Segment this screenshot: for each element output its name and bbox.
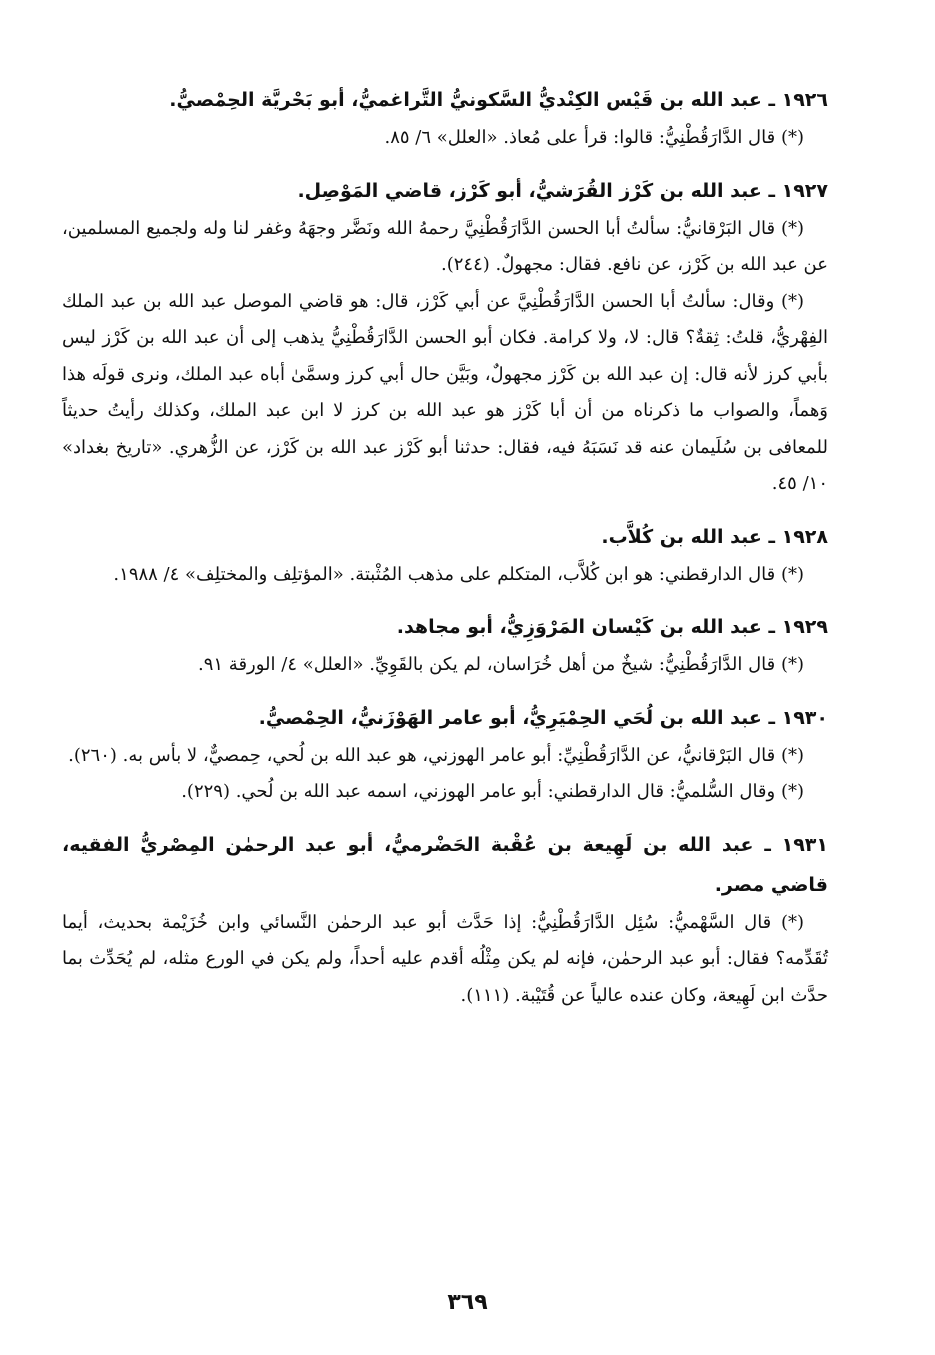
entry-paragraph: (*) وقال السُّلميُّ: قال الدارقطني: أبو عامر الهوزني، اسمه عبد الله بن لُحي. (٢٢٩). — [181, 781, 804, 802]
entry-1929 — [62, 601, 828, 684]
entry-paragraph: (*) قال الدَّارَقُطْنِيُّ: قالوا: قرأ على مُعاذ. «العلل» ٦/ ٨٥. — [384, 127, 804, 148]
document-page — [62, 74, 828, 1284]
entry-paragraph: (*) قال الدَّارَقُطْنِيُّ: شيخٌ من أهل خُرَاسان، لم يكن بالقَوِيِّ. «العلل» ٤/ الورقة ٩١. — [198, 654, 804, 675]
entry-1930 — [62, 692, 828, 811]
entry-heading: ١٩٢٩ ـ عبد الله بن كَيْسان المَرْوَزِيُّ، أبو مجاهد. — [396, 616, 828, 638]
entry-1927 — [62, 165, 828, 503]
entry-heading: ١٩٣٠ ـ عبد الله بن لُحَي الحِمْيَرِيُّ، أبو عامر الهَوْزَنيُّ، الحِمْصيُّ. — [258, 706, 828, 729]
entry-heading: ١٩٢٨ ـ عبد الله بن كُلاَّب. — [601, 525, 828, 548]
entry-1931 — [62, 819, 828, 1015]
entry-paragraph: (*) قال السَّهْميُّ: سُئِل الدَّارَقُطْنِيُّ: إذا حَدَّث أبو عبد الرحمٰن النَّسائي وابن خُزَيْمة بحديث، أيما تُقَدِّمه؟ فقال: أبو عبد الرحمٰن، فإنه لم يكن مِثْلُه أقدم عليه أحداً، ولم يكن في الورع مثله، لم يُحَدِّث بما حدَّث ابن لَهِيعة، وكان عنده عالياً عن قُتَيْبة. (١١١). — [62, 911, 828, 1006]
entry-heading: ١٩٢٧ ـ عبد الله بن كَرْز القُرَشيُّ، أبو كَرْز، قاضي المَوْصِل. — [297, 179, 828, 202]
entry-paragraph: (*) قال الدارقطني: هو ابن كُلاَّب، المتكلم على مذهب المُثْبتة. «المؤتلِف والمختلِف» ٤/ ١٩٨٨. — [113, 563, 804, 585]
entry-1928 — [62, 511, 828, 594]
entry-heading: ١٩٢٦ ـ عبد الله بن قَيْس الكِنْديُّ السَّكونيُّ التَّراغميُّ، أبو بَحْريَّة الحِمْصيُّ. — [169, 89, 828, 111]
entry-paragraph: (*) قال البَرْقانيُّ: سألتُ أبا الحسن الدَّارَقُطْنِيَّ رحمهُ الله ونَضَّر وجهَهُ وغفر لنا وله ولجميع المسلمين، عن عبد الله بن كَرْز، عن نافع. فقال: مجهولٌ. (٢٤٤). — [62, 217, 828, 275]
entry-heading: ١٩٣١ ـ عبد الله بن لَهِيعة بن عُقْبة الحَضْرميُّ، أبو عبد الرحمٰن المِصْريُّ الفقيه، قاضي مصر. — [62, 833, 828, 896]
page-number: ٣٦٩ — [447, 1290, 488, 1315]
entry-paragraph: (*) وقال: سألتُ أبا الحسن الدَّارَقُطْنِيَّ عن أبي كَرْز، قال: هو قاضي الموصل عبد الله بن عبد الملك الفِهْريُّ، قلتُ: ثِقةٌ؟ قال: لا، ولا كرامة. فكان أبو الحسن الدَّارَقُطْنِيُّ يذهب إلى أن عبد الله بن كَرْز ليس بأبي كرز لأنه قال: إن عبد الله بن كَرْز مجهولٌ، وبَيَّن حال أبي كرز وسمَّىٰ أباه عبد الملك، ونرى قولَه هذا وَهماً، والصواب ما ذكرناه من أن أبا كَرْز هو عبد الله بن كرز لا ابن عبد الملك، وكذلك رأيتُ حديثاً للمعافى بن سُلَيمان عنه قد نَسَبَهُ فيه، فقال: حدثنا أبو كَرْز عبد الله بن كَرْز، عن الزُّهري. «تاريخ بغداد» ١٠/ ٤٥. — [62, 290, 828, 494]
entry-1926 — [62, 74, 828, 157]
entry-paragraph: (*) قال البَرْقانيُّ، عن الدَّارَقُطْنِيِّ: أبو عامر الهوزني، هو عبد الله بن لُحي، حِمصيٌّ، لا بأس به. (٢٦٠). — [68, 744, 804, 766]
